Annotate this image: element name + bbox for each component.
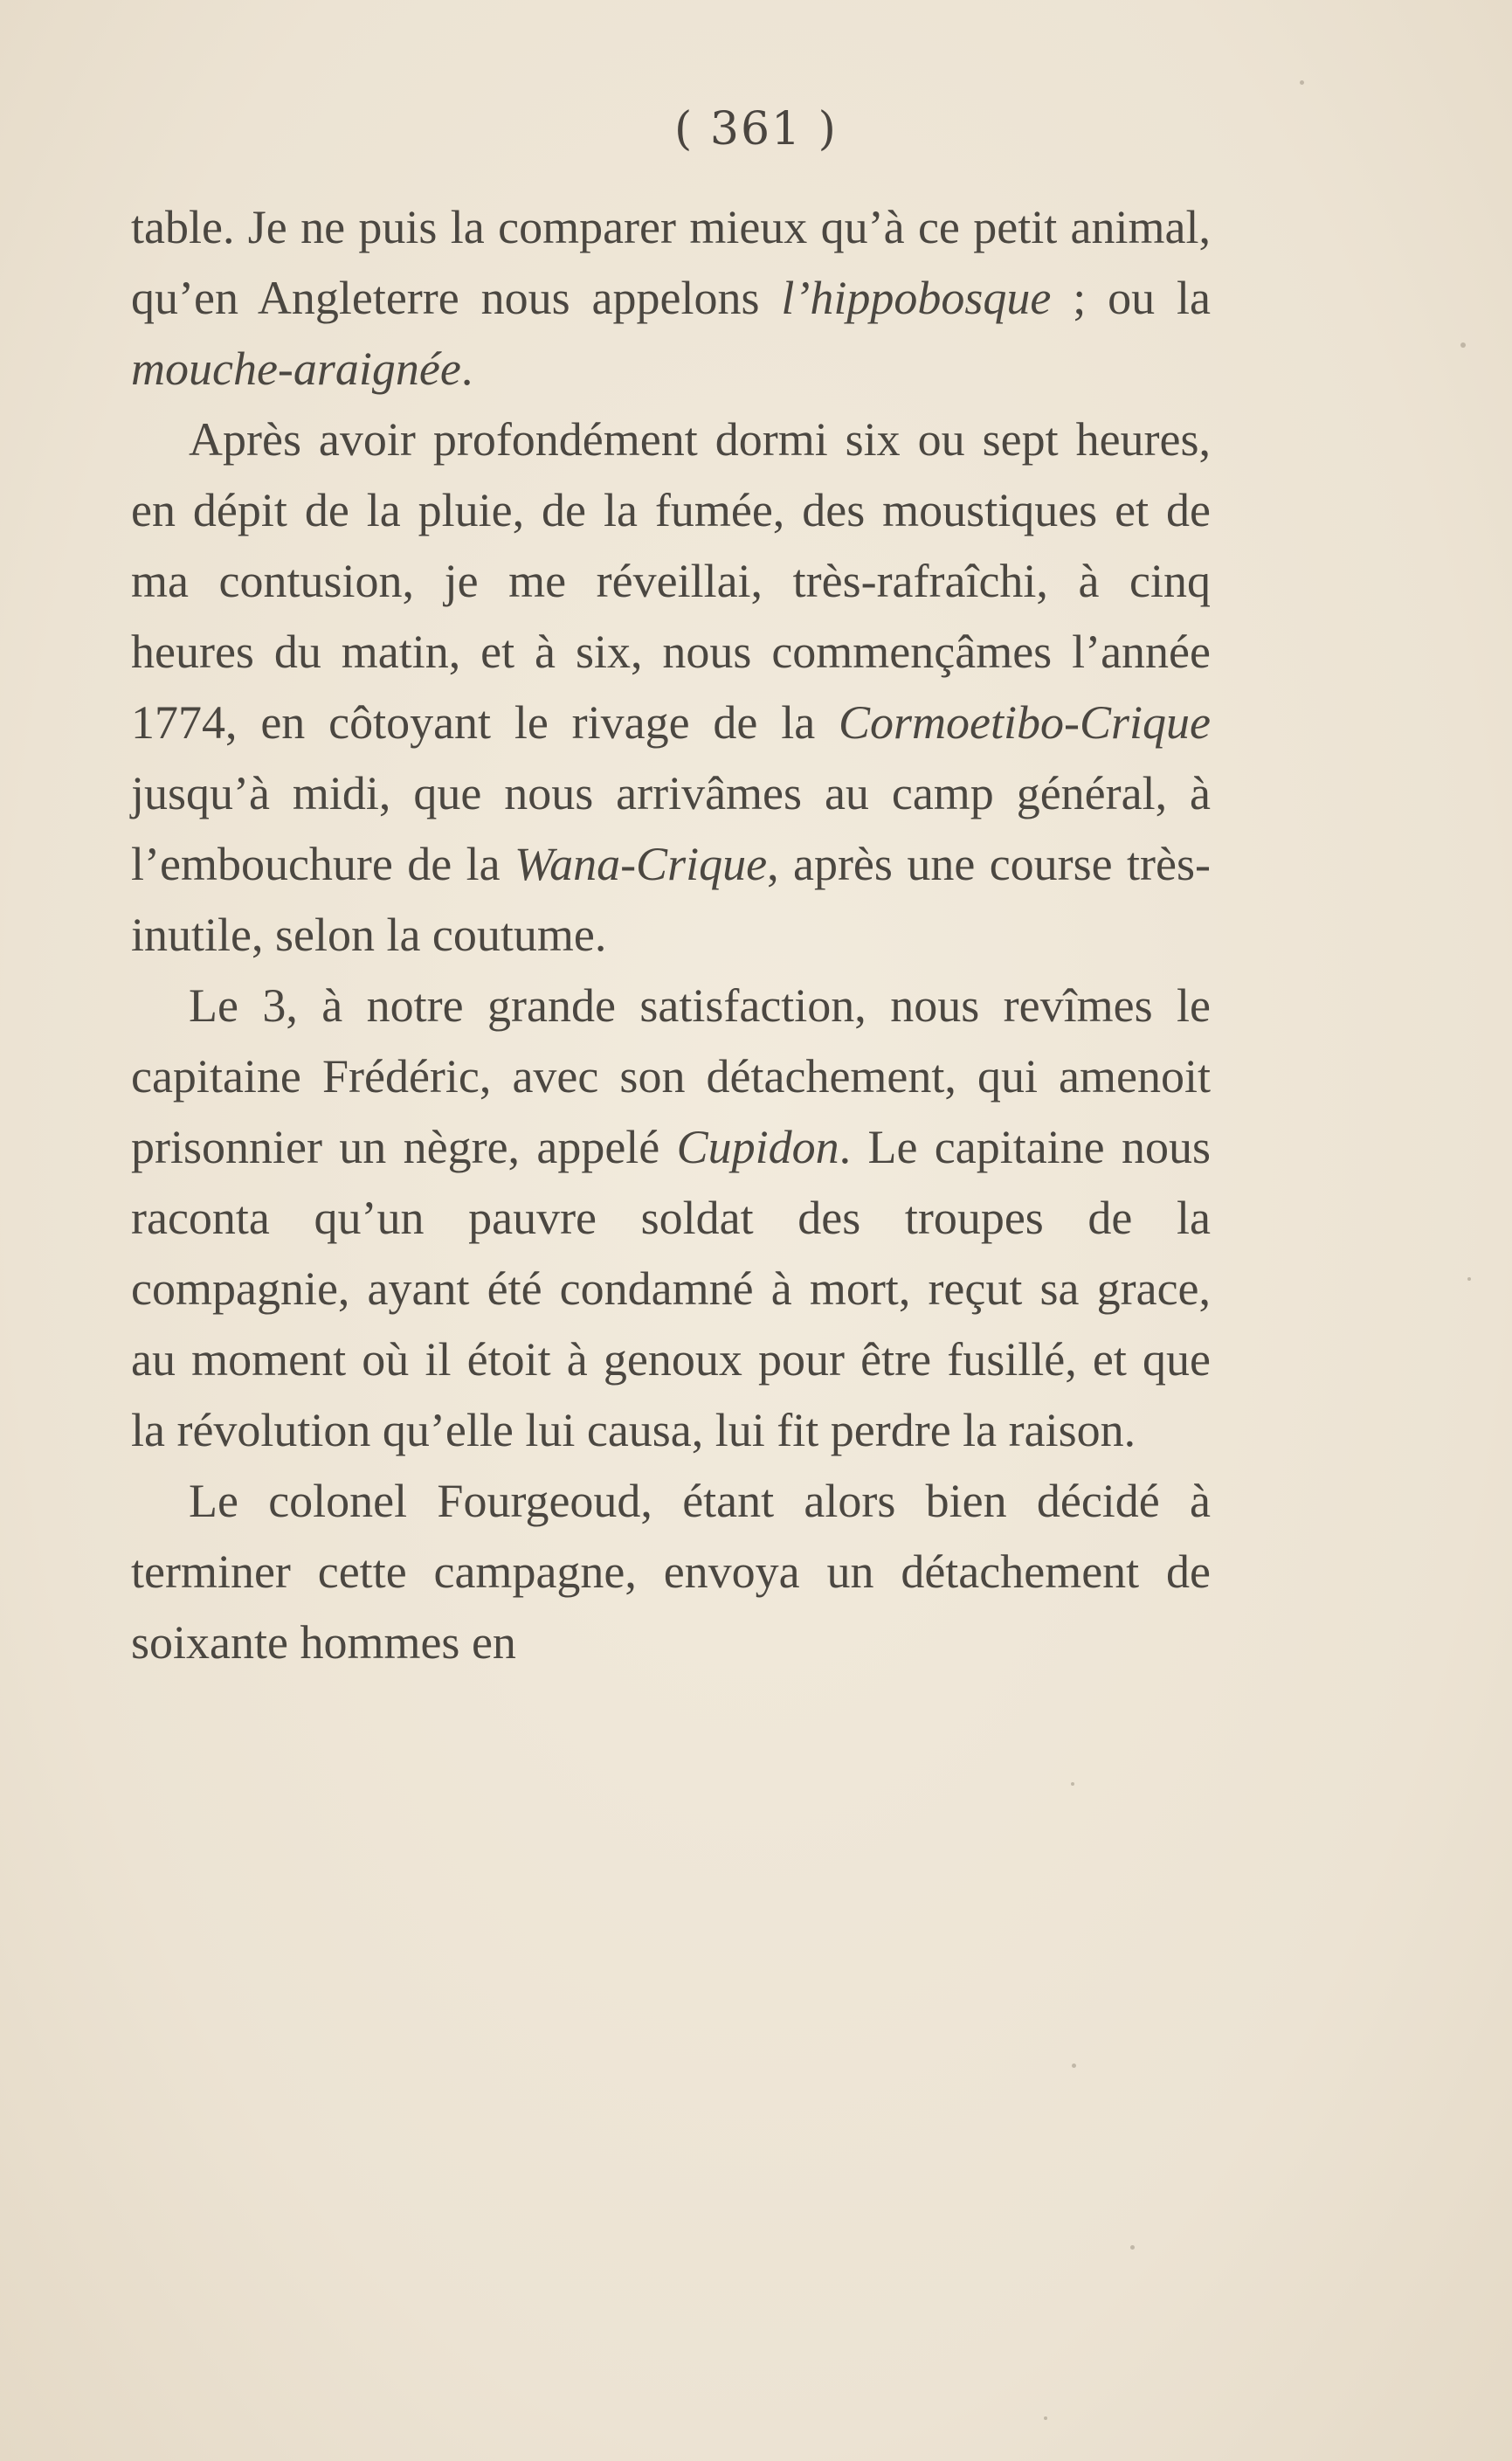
italic-text-segment: Wana-Crique (514, 838, 768, 890)
text-segment: . (460, 342, 473, 395)
text-segment: table. Je ne puis la comparer mieux qu’à ce petit animal, qu’en Angleterre nous appelons (131, 201, 1211, 324)
paper-speck (1072, 2064, 1076, 2068)
text-segment: Après avoir profondément dormi six ou sept heures, en dépit de la pluie, de la fumée, des moustiques et de ma contusion, je me réveillai, très-rafraîchi, à cinq heures du matin, et à six, nous commençâmes l’année 1774, en côtoyant le rivage de la (131, 413, 1211, 749)
paper-speck (1071, 1782, 1074, 1786)
paper-speck (1300, 80, 1304, 85)
paragraph-3 (131, 971, 1211, 1466)
italic-text-segment: mouche-araignée (131, 342, 461, 395)
text-segment: Le 3, à notre grande satisfaction, nous revîmes le capitaine Frédéric, avec son détachement, qui amenoit prisonnier un nègre, appelé (131, 979, 1211, 1173)
paper-speck (1467, 1277, 1471, 1281)
text-segment: , après une course très-inutile, selon la coutume. (131, 838, 1211, 961)
paper-speck (1130, 2245, 1135, 2250)
paper-speck (1044, 2416, 1047, 2420)
text-segment: . Le capitaine nous raconta qu’un pauvre soldat des troupes de la compagnie, ayant été condamné à mort, reçut sa grace, au moment où il étoit à genoux pour être fusillé, et que la révolution qu’elle lui causa, lui fit perdre la raison. (131, 1121, 1211, 1456)
paper-speck (1460, 342, 1466, 348)
text-segment: jusqu’à midi, que nous arrivâmes au camp général, à l’embouchure de la (131, 767, 1211, 890)
body-text (131, 192, 1211, 1678)
paragraph-4 (131, 1466, 1211, 1678)
text-segment: Le colonel Fourgeoud, étant alors bien décidé à terminer cette campagne, envoya un détachement de soixante hommes en (131, 1475, 1211, 1669)
page-number: ( 361 ) (674, 103, 838, 156)
text-segment: ; ou la (1051, 272, 1211, 324)
italic-text-segment: l’hippobosque (781, 272, 1052, 324)
paragraph-2 (131, 404, 1211, 971)
italic-text-segment: Cupidon (676, 1121, 839, 1173)
paragraph-1 (131, 192, 1211, 404)
italic-text-segment: Cormoetibo-Crique (839, 696, 1211, 749)
